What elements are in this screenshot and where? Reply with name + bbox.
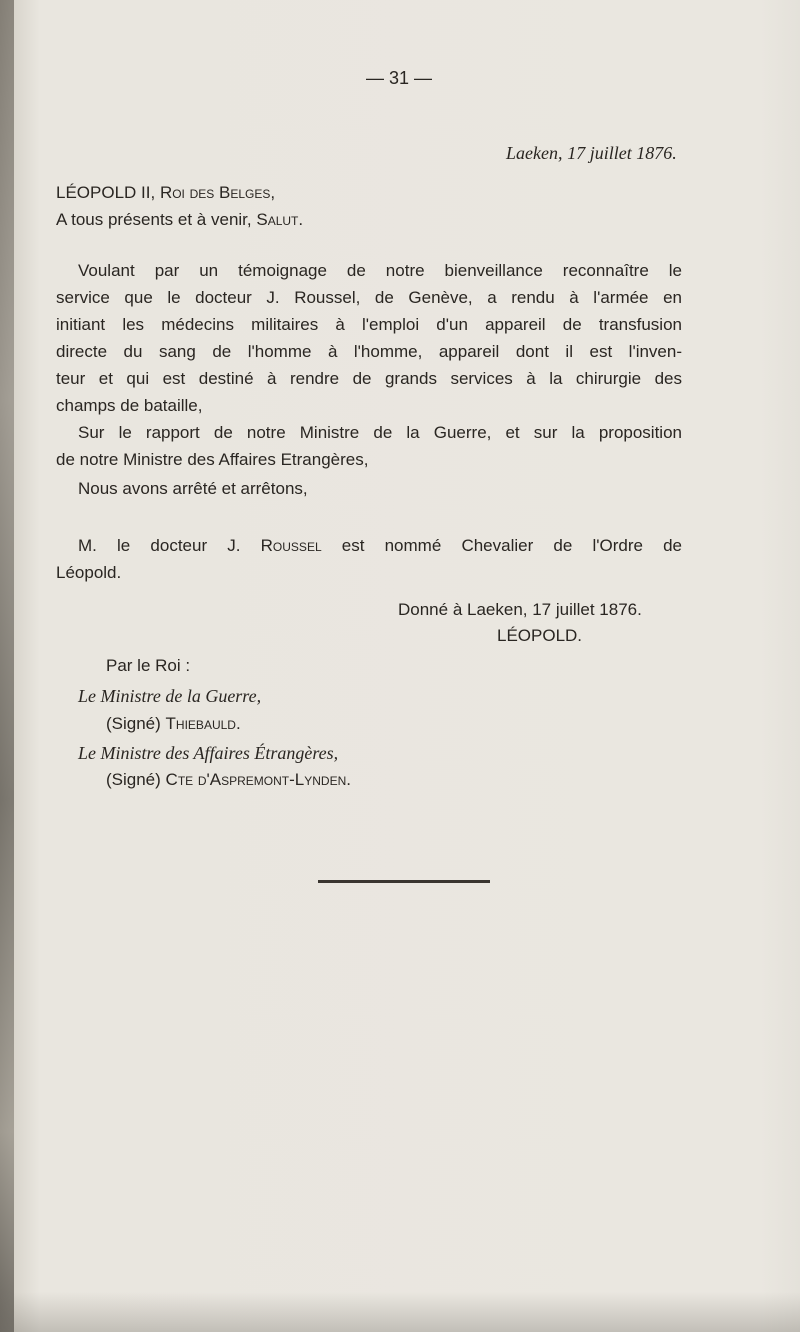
closing-rule	[318, 880, 490, 883]
page-number: — 31 —	[366, 68, 433, 88]
signed-war	[106, 714, 241, 734]
dateline-date: 17 juillet 1876.	[567, 143, 677, 163]
heading-salut: Salut.	[256, 210, 304, 229]
closing-signature: LÉOPOLD.	[497, 626, 583, 645]
signed-war-prefix: (Signé)	[106, 714, 161, 733]
body-p4-name: Roussel	[260, 536, 322, 555]
body-p2-line-2: de notre Ministre des Affaires Etrangères,	[56, 450, 369, 469]
body-p4-prefix: M. le docteur J.	[78, 536, 241, 555]
heading-line-1	[56, 183, 275, 203]
minister-war: Le Ministre de la Guerre,	[78, 686, 262, 706]
body-p1-line-6: champs de bataille,	[56, 396, 203, 415]
body-p1-line-4: directe du sang de l'homme à l'homme, appareil dont il est l'inven-	[56, 342, 682, 361]
signed-foreign-name: Cte d'Aspremont-Lynden.	[165, 770, 351, 789]
body-p4-suffix: est nommé Chevalier de l'Ordre de	[341, 536, 682, 555]
par-le-roi: Par le Roi :	[106, 656, 191, 675]
body-p1-line-5: teur et qui est destiné à rendre de grands services à la chirurgie des	[56, 369, 682, 388]
dateline	[506, 143, 677, 164]
signed-foreign-prefix: (Signé)	[106, 770, 161, 789]
heading-greeting: A tous présents et à venir,	[56, 210, 252, 229]
body-p2-line-1: Sur le rapport de notre Ministre de la Guerre, et sur la proposition	[78, 423, 682, 442]
signed-foreign	[106, 770, 351, 790]
minister-foreign: Le Ministre des Affaires Étrangères,	[78, 743, 339, 763]
heading-king-name: LÉOPOLD II,	[56, 183, 156, 202]
book-spine-edge	[0, 0, 14, 1332]
body-p4-line-2: Léopold.	[56, 563, 122, 582]
signed-war-name: Thiebauld.	[165, 714, 241, 733]
body-p4-line-1	[78, 536, 682, 556]
body-p1-line-1: Voulant par un témoignage de notre bienveillance reconnaître le	[78, 261, 682, 280]
closing-given: Donné à Laeken, 17 juillet 1876.	[398, 600, 642, 619]
dateline-place: Laeken,	[506, 143, 563, 163]
body-p3: Nous avons arrêté et arrêtons,	[78, 479, 308, 498]
heading-king-title: Roi des Belges,	[159, 183, 276, 202]
body-p1-line-3: initiant les médecins militaires à l'emploi d'un appareil de transfusion	[56, 315, 682, 334]
page-bottom-shadow	[0, 1292, 800, 1332]
heading-line-2	[56, 210, 303, 230]
body-p1-line-2: service que le docteur J. Roussel, de Genève, a rendu à l'armée en	[56, 288, 682, 307]
